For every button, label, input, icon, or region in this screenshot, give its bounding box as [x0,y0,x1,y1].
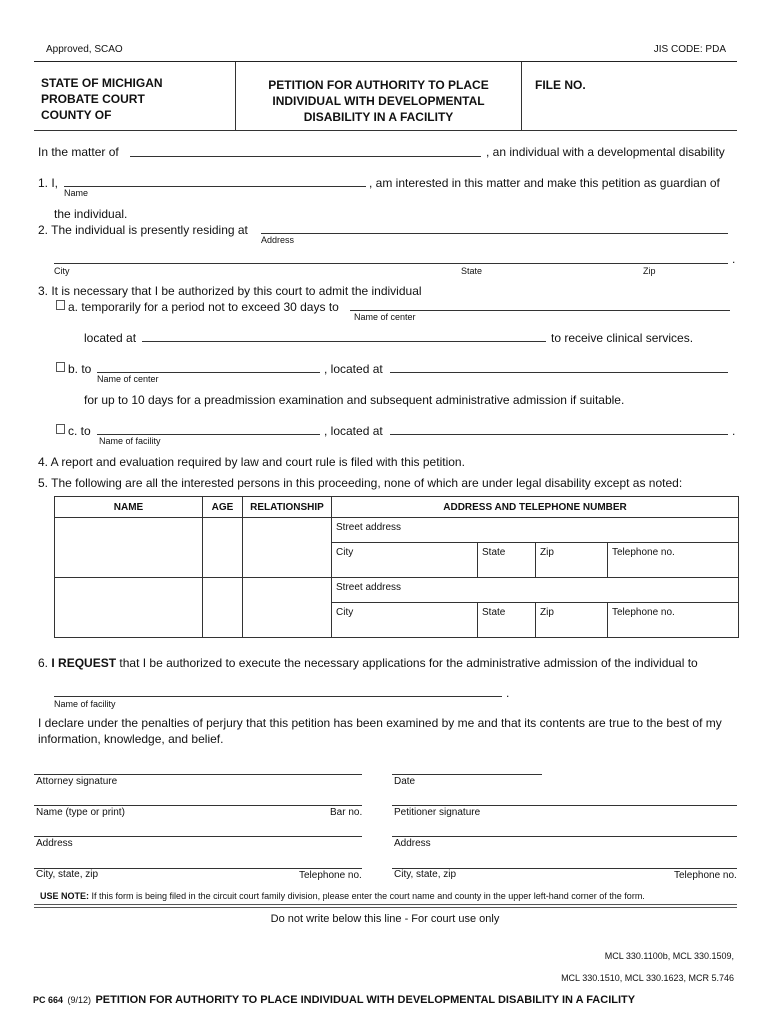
col-header-address: ADDRESS AND TELEPHONE NUMBER [332,497,739,518]
county-label: COUNTY OF [41,108,112,122]
form-title-line-3: DISABILITY IN A FACILITY [303,110,454,124]
option-c-text: c. to [68,424,91,438]
person2-telephone-cell[interactable] [608,603,739,638]
interested-persons-table [54,496,739,638]
col-header-relationship: RELATIONSHIP [243,497,332,518]
address-label: Address [261,235,295,245]
option-b-text: b. to [68,362,92,376]
header-divider-2 [521,62,522,130]
state-label-2: State [461,266,483,276]
col-header-name: NAME [55,497,203,518]
mcl-line-1: MCL 330.1100b, MCL 330.1509, [604,951,734,961]
jis-code: JIS CODE: PDA [653,44,726,55]
bar-no-label: Bar no. [330,807,363,818]
petitioner-name-field[interactable] [64,186,366,187]
footer-title: PETITION FOR AUTHORITY TO PLACE INDIVIDUAL WITH DEVELOPMENTAL DISABILITY IN A FACILITY [95,994,636,1006]
form-title-line-2: INDIVIDUAL WITH DEVELOPMENTAL [272,94,485,108]
table-row [55,518,739,543]
option-c-facility-label: Name of facility [99,436,161,446]
option-a-receive: to receive clinical services. [551,331,694,345]
person1-city-cell[interactable] [332,543,478,578]
matter-suffix: , an individual with a developmental disability [486,145,725,159]
state-label: STATE OF MICHIGAN [41,76,163,90]
zip-label: Zip [540,607,554,618]
date-field[interactable] [392,774,542,775]
option-a-location-field[interactable] [142,341,546,342]
name-print-field[interactable] [34,805,362,806]
person2-state-cell[interactable] [478,603,536,638]
attorney-telephone-label: Telephone no. [299,870,362,881]
declaration-line-1: I declare under the penalties of perjury that this petition has been examined by me and that its contents are true to the best of my [38,716,722,730]
person2-zip-cell[interactable] [536,603,608,638]
attorney-address-field[interactable] [34,836,362,837]
state-label: State [482,607,506,618]
person1-zip-cell[interactable] [536,543,608,578]
form-revision: (9/12) [67,995,91,1005]
attorney-signature-label: Attorney signature [36,776,118,787]
option-c-period: . [732,424,736,438]
col-header-age: AGE [203,497,243,518]
state-label: State [482,547,506,558]
header-bottom-rule [34,130,737,131]
option-b-center-field[interactable] [97,372,320,373]
item2-text: 2. The individual is presently residing at [38,223,248,237]
item6-facility-label: Name of facility [54,699,116,709]
option-b-for: for up to 10 days for a preadmission examination and subsequent administrative admission if suitable. [84,393,625,407]
header-top-rule [34,61,737,62]
item6-num: 6. [38,656,49,670]
option-a-checkbox[interactable] [56,300,65,310]
telephone-label: Telephone no. [612,547,675,558]
telephone-label: Telephone no. [612,607,675,618]
mcl-line-2: MCL 330.1510, MCL 330.1623, MCR 5.746 [561,973,734,983]
item6-text: that I be authorized to execute the necessary applications for the administrative admission of the individual to [119,656,698,670]
person2-city-cell[interactable] [332,603,478,638]
use-note-label: USE NOTE: [40,891,90,901]
street-address-label: Street address [336,522,402,533]
option-b-location-field[interactable] [390,372,728,373]
form-title-line-1: PETITION FOR AUTHORITY TO PLACE [268,78,489,92]
item1-text: , am interested in this matter and make this petition as guardian of [369,176,720,190]
person1-age-cell[interactable] [203,518,243,578]
residence-city-field[interactable] [54,263,728,264]
attorney-address-label: Address [36,838,73,849]
petitioner-signature-field[interactable] [392,805,737,806]
street-address-label: Street address [336,582,402,593]
option-a-center-label: Name of center [354,312,416,322]
person1-relationship-cell[interactable] [243,518,332,578]
table-header-row [55,497,739,518]
city-label: City [54,266,70,276]
name-label: Name [64,188,89,198]
attorney-city-label: City, state, zip [36,869,99,880]
person2-name-cell[interactable] [55,578,203,638]
person2-street-cell[interactable] [332,578,739,603]
court-label: PROBATE COURT [41,92,145,106]
approved-label: Approved, SCAO [46,44,123,55]
person1-name-cell[interactable] [55,518,203,578]
city-label: City [336,607,354,618]
item2-period: . [732,252,736,266]
court-use-rule-2 [34,907,737,908]
person1-street-cell[interactable] [332,518,739,543]
date-label: Date [394,776,416,787]
item6-request: I REQUEST [51,656,117,670]
table-row [55,578,739,603]
court-use-rule-1 [34,904,737,905]
option-c-location-field[interactable] [390,434,728,435]
attorney-signature-field[interactable] [34,774,362,775]
item3-text: 3. It is necessary that I be authorized by this court to admit the individual [38,284,422,298]
person1-telephone-cell[interactable] [608,543,739,578]
name-print-label: Name (type or print) [36,807,125,818]
item6-period: . [506,686,510,700]
footer-form-line [33,990,635,1008]
item1-num: 1. I, [38,176,59,190]
item1-cont: the individual. [54,207,128,221]
item6-line [38,656,698,670]
form-number: PC 664 [33,995,64,1005]
court-use-text: Do not write below this line - For court use only [270,913,500,925]
petitioner-telephone-label: Telephone no. [674,870,737,881]
item6-facility-field[interactable] [54,696,502,697]
use-note-text: If this form is being filed in the circuit court family division, please enter the court name and county in the upper left-hand corner of the form. [91,891,645,901]
petitioner-signature-label: Petitioner signature [394,807,481,818]
zip-label: Zip [643,266,656,276]
petitioner-address-field[interactable] [392,836,737,837]
petitioner-city-label: City, state, zip [394,869,457,880]
option-c-checkbox[interactable] [56,424,65,434]
person2-relationship-cell[interactable] [243,578,332,638]
option-b-located: , located at [324,362,383,376]
matter-name-field[interactable] [130,156,481,157]
residence-address-field[interactable] [261,233,728,234]
person2-age-cell[interactable] [203,578,243,638]
matter-prefix: In the matter of [38,145,119,159]
use-note [40,891,645,901]
petitioner-address-label: Address [394,838,431,849]
person1-state-cell[interactable] [478,543,536,578]
item4-text: 4. A report and evaluation required by law and court rule is filed with this petition. [38,455,465,469]
option-c-facility-field[interactable] [97,434,320,435]
item5-text: 5. The following are all the interested persons in this proceeding, none of which are under legal disability except as noted: [38,476,683,490]
file-no-label: FILE NO. [535,78,586,92]
option-c-located: , located at [324,424,383,438]
form-title [236,77,521,125]
option-a-located: located at [84,331,137,345]
option-b-center-label: Name of center [97,374,159,384]
option-b-checkbox[interactable] [56,362,65,372]
option-a-text: a. temporarily for a period not to exceed 30 days to [68,300,339,314]
zip-label: Zip [540,547,554,558]
city-label: City [336,547,354,558]
option-a-center-field[interactable] [350,310,730,311]
declaration-line-2: information, knowledge, and belief. [38,732,224,746]
